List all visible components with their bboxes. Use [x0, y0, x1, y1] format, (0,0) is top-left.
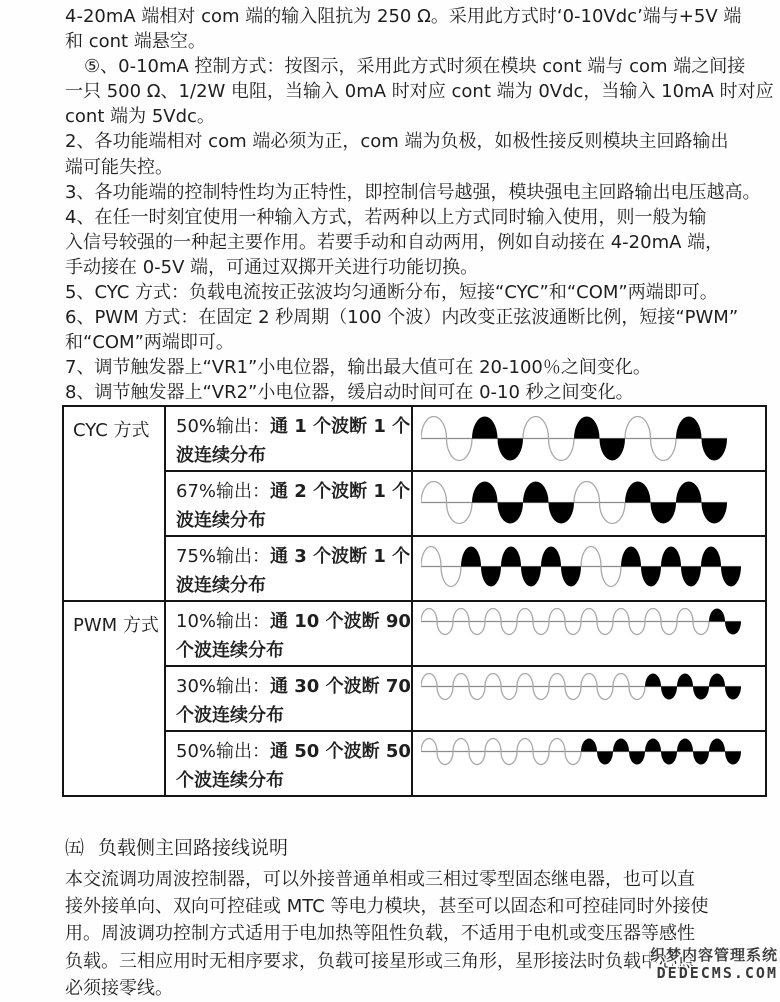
- wave-mode-table: [62, 405, 767, 797]
- table-row: [63, 666, 766, 731]
- waveform-svg: [421, 415, 727, 462]
- output-detail: 通 30 个波断 70: [270, 676, 411, 697]
- text-line: 接外接单向、双向可控硅或 MTC 等电力模块，甚至可以固态和可控硅同时外接使: [65, 896, 709, 918]
- watermark: [650, 946, 778, 982]
- text-line: 端可能失控。: [65, 156, 173, 178]
- text-line: 和 cont 端悬空。: [65, 31, 206, 53]
- waveform-graphic: [421, 545, 765, 588]
- waveform-svg: [421, 607, 741, 636]
- text-line: 负载。三相应用时无相序要求，负载可接星形或三角形，星形接法时负载中心点: [65, 950, 695, 972]
- waveform-svg: [421, 545, 741, 588]
- waveform-cell: [412, 536, 766, 601]
- output-detail: 通 10 个波断 90: [270, 611, 411, 632]
- text-line: cont 端为 5Vdc。: [65, 106, 215, 128]
- output-desc-cell: [165, 666, 412, 731]
- text-line: ⑤、0-10mA 控制方式：按图示，采用此方式时须在模块 cont 端与 com 端之间接: [84, 56, 746, 78]
- waveform-cell: [412, 601, 766, 666]
- output-detail: 通 50 个波断 50: [270, 741, 411, 762]
- output-desc-cell: [165, 406, 412, 471]
- text-line: 7、调节触发器上“VR1”小电位器，输出最大值可在 20-100％之间变化。: [65, 357, 651, 379]
- output-percent: 50%输出：: [176, 741, 271, 762]
- section-heading: [65, 833, 288, 860]
- text-line: 手动接在 0-5V 端，可通过双掷开关进行功能切换。: [65, 256, 479, 278]
- output-detail: 通 2 个波断 1 个: [270, 481, 411, 502]
- waveform-svg: [421, 737, 741, 766]
- output-desc-line2: 波连续分布: [176, 510, 266, 531]
- text-line: 4-20mA 端相对 com 端的输入阻抗为 250 Ω。采用此方式时‘0-10Vdc’端与+5V 端: [65, 6, 742, 27]
- output-desc-line1: [176, 607, 411, 636]
- output-desc-line2: 个波连续分布: [176, 770, 284, 791]
- output-desc-line2: 波连续分布: [176, 445, 266, 466]
- output-percent: 50%输出：: [176, 416, 271, 437]
- section-number: ㈤: [65, 837, 85, 859]
- output-desc-line1: [176, 542, 411, 571]
- mode-label-cyc: CYC 方式: [63, 406, 165, 601]
- output-desc-cell: [165, 536, 412, 601]
- waveform-cell: [412, 666, 766, 731]
- waveform-graphic: [421, 607, 765, 636]
- output-detail: 通 1 个波断 1 个: [270, 416, 411, 437]
- text-line: 4、在任一时刻宜使用一种输入方式，若两种以上方式同时输入使用，则一般为输: [65, 206, 707, 228]
- text-line: 用。周波调功控制方式适用于电加热等阻性负载，不适用于电机或变压器等感性: [65, 923, 695, 945]
- table-row: [63, 536, 766, 601]
- output-percent: 30%输出：: [176, 676, 271, 697]
- watermark-text-cn: 织梦内容管理系统: [649, 946, 778, 964]
- text-line: 一只 500 Ω、1/2W 电阻，当输入 0mA 时对应 cont 端为 0Vdc，当输入 10mA 时对应: [65, 81, 774, 103]
- waveform-graphic: [421, 415, 765, 462]
- text-line: 2、各功能端相对 com 端必须为正，com 端为负极，如极性接反则模块主回路输出: [65, 131, 729, 153]
- text-line: 6、PWM 方式：在固定 2 秒周期（100 个波）内改变正弦波通断比例，短接“PWM”: [65, 307, 739, 329]
- output-desc-line1: [176, 672, 411, 701]
- text-line: 5、CYC 方式：负载电流按正弦波均匀通断分布，短接“CYC”和“COM”两端即可。: [65, 282, 718, 304]
- output-desc-line1: [176, 412, 411, 441]
- waveform-cell: [412, 731, 766, 796]
- waveform-graphic: [421, 480, 765, 525]
- waveform-graphic: [421, 672, 765, 701]
- output-desc-line2: 波连续分布: [176, 575, 266, 596]
- output-desc-line1: [176, 477, 411, 506]
- text-line: 和“COM”两端即可。: [65, 332, 234, 354]
- output-desc-line2: 个波连续分布: [176, 640, 284, 661]
- output-desc-line2: 个波连续分布: [176, 705, 284, 726]
- table-row: [63, 471, 766, 536]
- text-line: 必须接零线。: [65, 977, 173, 999]
- output-percent: 10%输出：: [176, 611, 271, 632]
- text-line: 入信号较强的一种起主要作用。若要手动和自动两用，例如自动接在 4-20mA 端，: [65, 231, 724, 253]
- output-desc-cell: [165, 471, 412, 536]
- waveform-cell: [412, 406, 766, 471]
- section-title: 负载侧主回路接线说明: [98, 837, 289, 859]
- waveform-graphic: [421, 737, 765, 766]
- output-percent: 75%输出：: [176, 546, 271, 567]
- mode-label-pwm: PWM 方式: [63, 601, 165, 796]
- waveform-svg: [421, 480, 727, 525]
- output-desc-cell: [165, 731, 412, 796]
- output-percent: 67%输出：: [176, 481, 271, 502]
- text-line: 8、调节触发器上“VR2”小电位器，缓启动时间可在 0-10 秒之间变化。: [65, 382, 634, 404]
- table-row: [63, 406, 766, 471]
- waveform-cell: [412, 471, 766, 536]
- text-line: 3、各功能端的控制特性均为正特性，即控制信号越强，模块强电主回路输出电压越高。: [65, 181, 761, 203]
- output-detail: 通 3 个波断 1 个: [270, 546, 411, 567]
- watermark-text-en: DEDECMS.COM: [656, 964, 778, 982]
- waveform-svg: [421, 672, 741, 701]
- table-row: [63, 731, 766, 796]
- output-desc-cell: [165, 601, 412, 666]
- text-line: 本交流调功周波控制器，可以外接普通单相或三相过零型固态继电器，也可以直: [65, 869, 695, 890]
- table-row: [63, 601, 766, 666]
- instructions-text-block: [65, 4, 774, 406]
- output-desc-line1: [176, 737, 411, 766]
